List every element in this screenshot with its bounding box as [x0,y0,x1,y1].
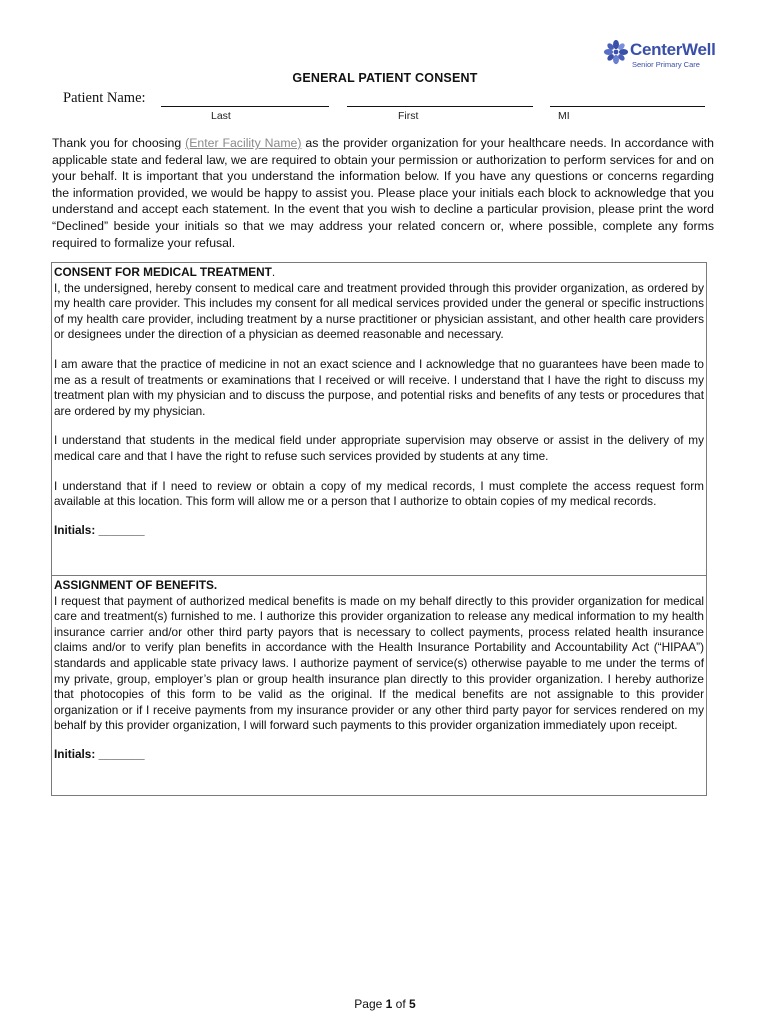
last-name-field[interactable] [161,106,329,107]
logo-subtitle: Senior Primary Care [632,60,700,69]
section-paragraph: I am aware that the practice of medicine in not an exact science and I acknowledge that no guarantees have been made to me as a result of treatments or examinations that I received or will receive. I understand that I have the right to discuss my treatment plan with my physician and to discuss the purpose, and potential risks and benefits of any tests or procedures that are ordered by my physician. [54,356,704,418]
page-current: 1 [385,997,393,1011]
of-word: of [395,997,406,1011]
middle-initial-field[interactable] [550,106,705,107]
section-paragraph: I request that payment of authorized medical benefits is made on my behalf directly to this provider organization for medical care and treatment(s) furnished to me. I authorize this provider organization to release any medical information to my health insurance carrier and/or other third party payors that is necessary to collect payments, process related health insurance claims and/or to verify plan benefits in accordance with the Health Insurance Portability and Accountability Act (“HIPAA”) standards and applicable state privacy laws. I authorize payment of service(s) otherwise payable to me under the terms of my private, group, employer’s plan or group health insurance plan directly to this provider organization. I hereby authorize that photocopies of this form to be valid as the original. If the medical benefits are not assignable to this provider organization or if I receive payments from my insurance provider or any other third party payor for services rendered on my behalf by this provider organization, I will forward such payments to this provider organization immediately upon receipt. [54,593,704,733]
page-footer [0,997,770,1011]
intro-text-start: Thank you for choosing [52,136,186,150]
intro-paragraph [52,135,714,251]
last-name-caption: Last [211,110,231,122]
intro-text-rest: as the provider organization for your healthcare needs. In accordance with applicable state and federal law, we are required to obtain your permission or authorization to perform services for and on your behalf. It is important that you understand the information below. If you have any questions or concerns regarding the information provided, we would be happy to assist you. Please place your initials each block to acknowledge that you understand and accept each statement. In the event that you wish to decline a particular provision, please print the word “Declined” beside your initials so that we may address your related concern or, where possible, complete any forms required to formalize your refusal. [52,136,714,250]
first-name-field[interactable] [347,106,533,107]
first-name-caption: First [398,110,419,122]
page-word: Page [354,997,383,1011]
section-paragraph: I, the undersigned, hereby consent to medical care and treatment provided through this provider organization, as ordered by my health care provider. This includes my consent for all medical services provided under the general or specific instructions of my health care provider, including treatment by a nurse practitioner or physician assistant, and other health care providers or designees under the direction of a physician as deemed reasonable and necessary. [54,280,704,342]
patient-name-label: Patient Name: [63,90,146,106]
centerwell-flower-icon [603,39,629,65]
facility-name-placeholder[interactable]: (Enter Facility Name) [185,136,302,150]
page-total: 5 [409,997,416,1011]
assignment-of-benefits-section [51,576,707,796]
section-paragraph: I understand that students in the medical field under appropriate supervision may observe or assist in the delivery of my medical care and that I have the right to refuse such services provided by students at any time. [54,433,704,463]
form-title: GENERAL PATIENT CONSENT [292,71,478,85]
middle-initial-caption: MI [558,110,570,122]
consent-medical-treatment-section [51,262,707,576]
section-paragraph: I understand that if I need to review or obtain a copy of my medical records, I must complete the access request form available at this location. This form will allow me or a person that I authorize to obtain copies of my medical records. [54,478,704,509]
section-heading: ASSIGNMENT OF BENEFITS. [54,578,218,592]
section-heading: CONSENT FOR MEDICAL TREATMENT. [54,265,276,279]
initials-field[interactable]: Initials: _______ [54,522,145,537]
initials-field[interactable]: Initials: _______ [54,746,145,761]
logo [603,39,763,71]
logo-name: CenterWell [630,40,716,59]
